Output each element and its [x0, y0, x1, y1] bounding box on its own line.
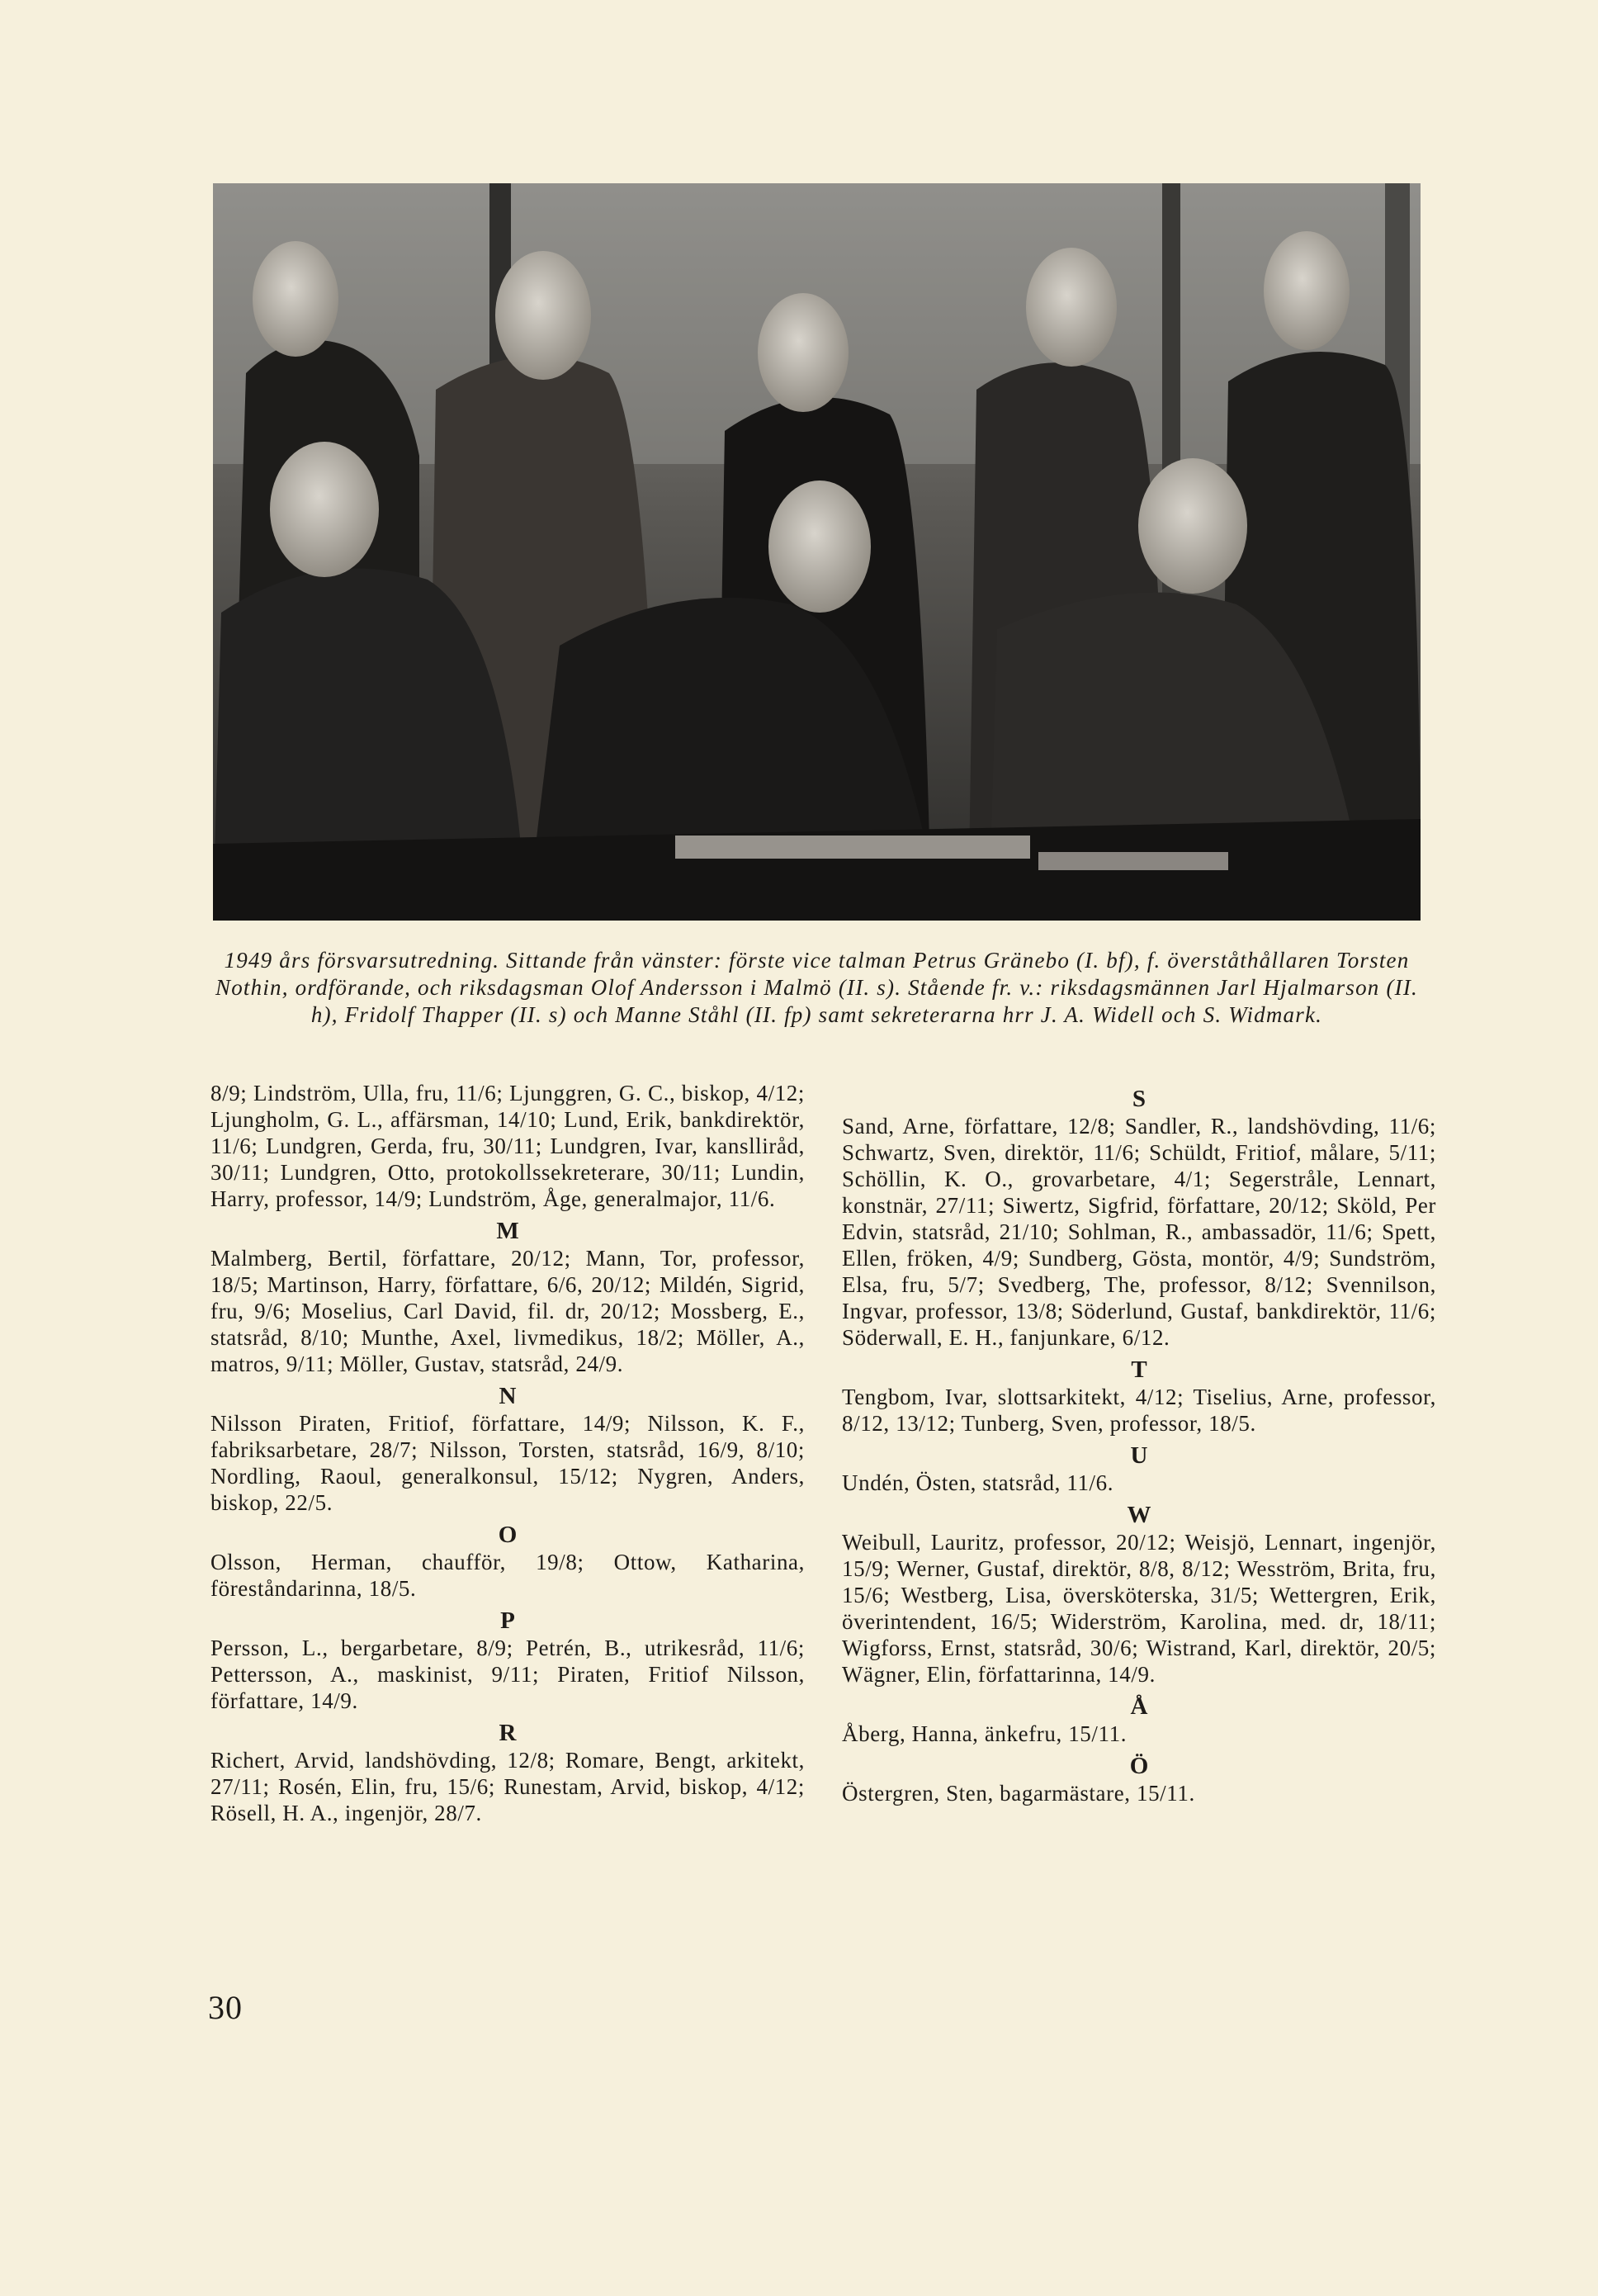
index-letter-heading: S — [1132, 1086, 1146, 1112]
index-entry-paragraph: Nilsson Piraten, Fritiof, författare, 14/9; Nilsson, K. F., fabriksarbetare, 28/7; Nilsson, Torsten, statsråd, 16/9, 8/10; Nordling, Raoul, generalkonsul, 15/12; Nygren, Anders, biskop, 22/5. — [210, 1411, 805, 1515]
index-entry-paragraph: Tengbom, Ivar, slottsarkitekt, 4/12; Tiselius, Arne, professor, 8/12, 13/12; Tunberg, Sven, professor, 18/5. — [842, 1385, 1436, 1436]
index-entry-paragraph: Åberg, Hanna, änkefru, 15/11. — [842, 1721, 1128, 1746]
index-letter-heading: N — [499, 1383, 517, 1409]
index-letter-heading: Å — [1130, 1693, 1148, 1720]
index-left-column — [210, 1080, 805, 1826]
index-entry-paragraph: Persson, L., bergarbetare, 8/9; Petrén, B., utrikesråd, 11/6; Pettersson, A., maskinist, 9/11; Piraten, Fritiof Nilsson, författare, 14/9. — [210, 1636, 805, 1713]
index-letter-heading: U — [1130, 1442, 1148, 1469]
photo-caption: 1949 års försvarsutredning. Sittande från vänster: förste vice talman Petrus Gränebo (I. bf), f. överståthållaren Torsten Nothin, ordförande, och riksdagsman Olof Andersson i Malmö (II. s). Stående fr. v.: riksdagsmännen Jarl Hjalmarson (II. h), Fridolf Thapper (II. s) och Manne Ståhl (II. fp) samt sekreterarna hrr J. A. Widell och S. Widmark. — [215, 948, 1418, 1027]
index-entry-paragraph: 8/9; Lindström, Ulla, fru, 11/6; Ljunggren, G. C., biskop, 4/12; Ljungholm, G. L., affärsman, 14/10; Lund, Erik, bankdirektör, 11/6; Lundgren, Gerda, fru, 30/11; Lundgren, Ivar, kanslliråd, 30/11; Lundgren, Otto, protokollssekreterare, 30/11; Lundin, Harry, professor, 14/9; Lundström, Åge, generalmajor, 11/6. — [210, 1081, 805, 1211]
index-letter-heading: P — [500, 1607, 515, 1634]
page-number: 30 — [208, 1989, 243, 2026]
index-entry-paragraph: Richert, Arvid, landshövding, 12/8; Romare, Bengt, arkitekt, 27/11; Rosén, Elin, fru, 15/6; Runestam, Arvid, biskop, 4/12; Rösell, H. A., ingenjör, 28/7. — [210, 1748, 805, 1825]
photo-illustration — [213, 183, 1421, 921]
index-entry-paragraph: Olsson, Herman, chaufför, 19/8; Ottow, Katharina, föreståndarinna, 18/5. — [210, 1550, 805, 1601]
group-photograph — [213, 183, 1421, 921]
index-letter-heading: T — [1131, 1356, 1147, 1383]
index-entry-paragraph: Östergren, Sten, bagarmästare, 15/11. — [842, 1781, 1195, 1806]
index-entry-paragraph: Weibull, Lauritz, professor, 20/12; Weisjö, Lennart, ingenjör, 15/9; Werner, Gustaf, direktör, 8/8, 8/12; Wesström, Brita, fru, 15/6; Westberg, Lisa, översköterska, 31/5; Wettergren, Erik, överintendent, 16/5; Widerström, Karolina, med. dr, 18/11; Wigforss, Ernst, statsråd, 30/6; Wistrand, Karl, direktör, 20/5; Wägner, Elin, författarinna, 14/9. — [842, 1530, 1436, 1687]
index-entry-paragraph: Malmberg, Bertil, författare, 20/12; Mann, Tor, professor, 18/5; Martinson, Harry, författare, 6/6, 20/12; Mildén, Sigrid, fru, 9/6; Moselius, Carl David, fil. dr, 20/12; Mossberg, E., statsråd, 8/10; Munthe, Axel, livmedikus, 18/2; Möller, A., matros, 9/11; Möller, Gustav, statsråd, 24/9. — [210, 1246, 805, 1376]
index-entry-paragraph: Sand, Arne, författare, 12/8; Sandler, R., landshövding, 11/6; Schwartz, Sven, direktör, 11/6; Schüldt, Fritiof, målare, 5/11; Schöllin, K. O., grovarbetare, 4/1; Segerstråle, Lennart, konstnär, 27/11; Siwertz, Sigfrid, författare, 20/12; Sköld, Per Edvin, statsråd, 21/10; Sohlman, R., ambassadör, 11/6; Spett, Ellen, fröken, 4/9; Sundberg, Gösta, montör, 4/9; Sundström, Elsa, fru, 5/7; Svedberg, The, professor, 8/12; Svennilson, Ingvar, professor, 13/8; Söderlund, Gustaf, bankdirektör, 11/6; Söderwall, E. H., fanjunkare, 6/12. — [842, 1114, 1436, 1350]
index-letter-heading: R — [499, 1720, 517, 1746]
index-letter-heading: Ö — [1129, 1753, 1149, 1779]
index-entry-paragraph: Undén, Östen, statsråd, 11/6. — [842, 1470, 1114, 1495]
index-letter-heading: O — [498, 1522, 518, 1548]
index-right-column — [842, 1080, 1436, 1806]
index-letter-heading: W — [1127, 1502, 1151, 1528]
index-letter-heading: M — [496, 1218, 519, 1244]
